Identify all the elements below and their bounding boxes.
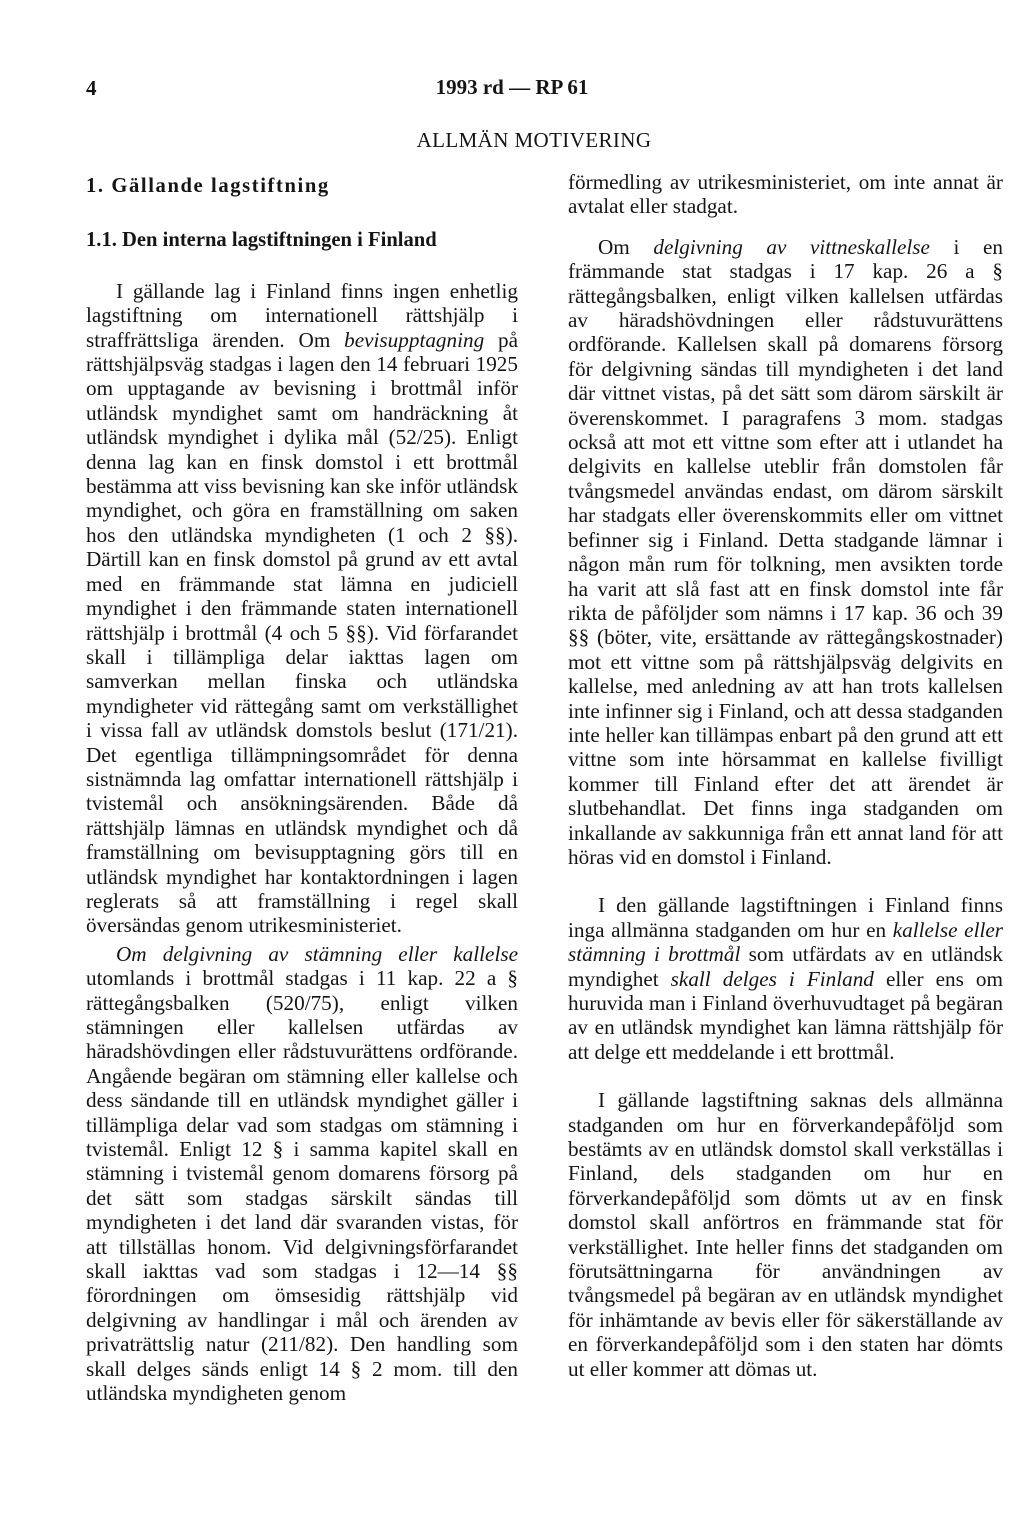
text-run: eller ens om huruvida man i Finland överhuvudtaget på begäran av en utländsk myndighet kan lämna rättshjälp för att delge ett meddelande i ett brottmål. bbox=[568, 966, 1003, 1064]
paragraph-delgivning-stamning bbox=[86, 942, 518, 1406]
page-number: 4 bbox=[86, 76, 97, 100]
text-run: utomlands i brottmål stadgas i 11 kap. 22 a § rättegångsbalken (520/75), enligt vilken stämningen eller kallelsen utfärdas av häradshövdingen eller rådstuvurättens ordförande. Angående begäran om stämning eller kallelse och dess sändande till en utländsk myndighet gäller i tillämpliga delar vad som stadgas om stämning i tvistemål. Enligt 12 § i samma kapitel skall en stämning i tvistemål genom domarens försorg på det sätt som stadgas särskilt sändas till myndigheten i det land där svaranden vistas, för att tillställas honom. Vid delgivningsförfarandet skall iakttas vad som stadgas i 12—14 §§ förordningen om ömsesidig rättshjälp vid delgivning av handlingar i mål och ärenden av privaträttslig natur (211/82). Den handling som skall delges sänds enligt 14 § 2 mom. till den utländska myndigheten genom bbox=[86, 966, 518, 1406]
italic-term: skall delges i Finland bbox=[670, 966, 874, 991]
text-run: som utfärdats av en utländsk myndighet bbox=[568, 942, 1003, 991]
section-title: ALLMÄN MOTIVERING bbox=[416, 128, 652, 152]
italic-term: bevisupptagning bbox=[344, 327, 485, 352]
paragraph-vittneskallelse bbox=[568, 235, 1003, 870]
paragraph-forverkandepafoljd: I gällande lagstiftning saknas dels allmänna stadganden om hur en förverkandepåföljd som bestämts av en utländsk domstol skall verkställas i Finland, dels stadganden om hur en förverkandepåföljd som dömts ut av en finsk domstol skall anförtros en främmande stat för verkställighet. Inte heller finns det stadganden om förutsättningarna för användningen av tvångsmedel på begäran av en utländsk myndighet för inhämtande av bevis eller för säkerställande av en förverkandepåföljd som i den staten har dömts ut eller kommer att dömas ut. bbox=[568, 1088, 1003, 1381]
text-run: I gällande lag i Finland finns ingen enhetlig lagstiftning om internationell rättshjälp i straffrättsliga ärenden. Om bbox=[86, 278, 518, 352]
left-column bbox=[86, 174, 518, 1406]
heading-interna-lagstiftningen: 1.1. Den interna lagstiftningen i Finland bbox=[86, 229, 437, 252]
text-run: Om bbox=[598, 234, 654, 259]
italic-term: kallelse eller stämning i brottmål bbox=[568, 917, 1003, 967]
right-column bbox=[568, 170, 1003, 1381]
text-run: I den gällande lagstiftningen i Finland finns inga allmänna stadganden om hur en bbox=[568, 893, 1003, 942]
paragraph-continuation: förmedling av utrikesministeriet, om inte annat är avtalat eller stadgat. bbox=[568, 170, 1003, 219]
text-run: på rättshjälpsväg stadgas i lagen den 14 februari 1925 om upptagande av bevisning i brottmål inför utländsk myndighet samt om handräckning åt utländsk myndighet i dylika mål (52/25). Enligt denna lag kan en finsk domstol i ett brottmål bestämma att viss bevisning kan ske inför utländsk myndighet, och göra en framställning om saken hos den utländska myndigheten (1 och 2 §§). Därtill kan en finsk domstol på grund av ett avtal med en främmande stat lämna en judiciell myndighet i den främmande staten internationell rättshjälp i brottmål (4 och 5 §§). Vid förfarandet skall i tillämpliga delar iakttas lagen om samverkan mellan finska och utländska myndigheter vid rättegång samt om verkställighet i vissa fall av utländsk domstols beslut (171/21). Det egentliga tillämpningsområdet för denna sistnämnda lag omfattar internationell rättshjälp i tvistemål och ansökningsärenden. Både då rättshjälp lämnas en utländsk myndighet och då framställning om bevisupptagning görs till en utländsk myndighet har kontaktordningen i lagen reglerats så att framställning i regel skall översändas genom utrikesministeriet. bbox=[86, 327, 518, 938]
running-header: 1993 rd — RP 61 bbox=[435, 75, 589, 99]
paragraph-bevisupptagning bbox=[86, 279, 518, 938]
italic-term: delgivning av vittneskallelse bbox=[653, 234, 930, 259]
paragraph-kallelse-stamning bbox=[568, 893, 1003, 1064]
italic-term: Om delgivning av stämning eller kallelse bbox=[116, 941, 518, 966]
heading-gallande-lagstiftning: 1. Gällande lagstiftning bbox=[86, 175, 330, 197]
text-run: i en främmande stat stadgas i 17 kap. 26 a § rättegångsbalken, enligt vilken kallelsen utfärdas av häradshövdningen eller rådstuvurättens ordförande. Kallelsen skall på domarens försorg för delgivning sändas till myndigheten i det land där vittnet vistas, på det sätt som därom särskilt är överenskommet. I paragrafens 3 mom. stadgas också att mot ett vittne som efter att i utlandet ha delgivits en kallelse uteblir från domstolen får tvångsmedel användas endast, om därom särskilt har stadgats eller överenskommits eller om vittnet befinner sig i Finland. Detta stadgande lämnar i någon mån rum för tolkning, men avsikten torde ha varit att slå fast att en finsk domstol inte får rikta de påföljder som nämns i 17 kap. 36 och 39 §§ (böter, vite, ersättande av rättegångskostnader) mot ett vittne som på rättshjälpsväg delgivits en kallelse, med anledning av att han trots kallelsen inte infinner sig i Finland, och att dessa stadganden inte heller kan tillämpas enbart på den grund att ett vittne som inte hörsammat en kallelse fivilligt kommer till Finland efter det att ärendet är slutbehandlat. Det finns inga stadganden om inkallande av sakkunniga från ett annat land för att höras vid en domstol i Finland. bbox=[568, 234, 1004, 869]
